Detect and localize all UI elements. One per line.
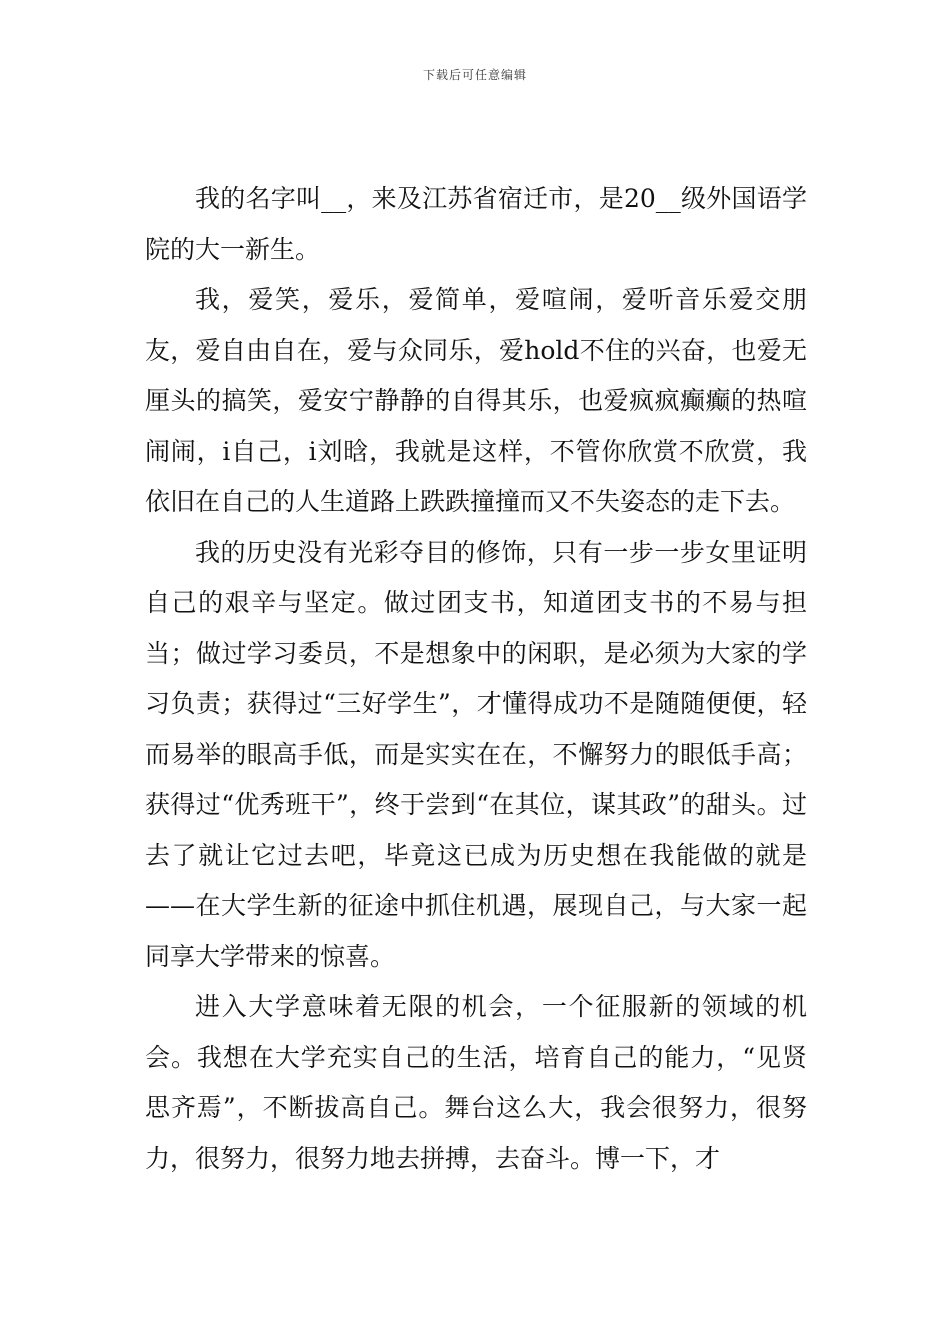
paragraph-1: 我的名字叫__，来及江苏省宿迁市，是20__级外国语学院的大一新生。 — [145, 184, 807, 264]
paragraph-4: 进入大学意味着无限的机会，一个征服新的领域的机会。我想在大学充实自己的生活，培育自己的能力，“见贤思齐焉”，不断拔高自己。舞台这么大，我会很努力，很努力，很努力，很努力地去拼搏，去奋斗。博一下，才 — [145, 992, 807, 1173]
document-body — [145, 174, 807, 1184]
paragraph-3: 我的历史没有光彩夺目的修饰，只有一步一步女里证明自己的艰辛与坚定。做过团支书，知道团支书的不易与担当；做过学习委员，不是想象中的闲职，是必须为大家的学习负责；获得过“三好学生”，才懂得成功不是随随便便，轻而易举的眼高手低，而是实实在在，不懈努力的眼低手高；获得过“优秀班干”，终于尝到“在其位，谋其政”的甜头。过去了就让它过去吧，毕竟这已成为历史想在我能做的就是——在大学生新的征途中抓住机遇，展现自己，与大家一起同享大学带来的惊喜。 — [145, 537, 807, 971]
page-header: 下载后可任意编辑 — [422, 68, 527, 82]
paragraph-2: 我，爱笑，爱乐，爱简单，爱喧闹，爱听音乐爱交朋友，爱自由自在，爱与众同乐，爱hold不住的兴奋，也爱无厘头的搞笑，爱安宁静静的自得其乐，也爱疯疯癫癫的热喧闹闹，i自己，i刘晗，我就是这样，不管你欣赏不欣赏，我依旧在自己的人生道路上跌跌撞撞而又不失姿态的走下去。 — [145, 285, 807, 516]
